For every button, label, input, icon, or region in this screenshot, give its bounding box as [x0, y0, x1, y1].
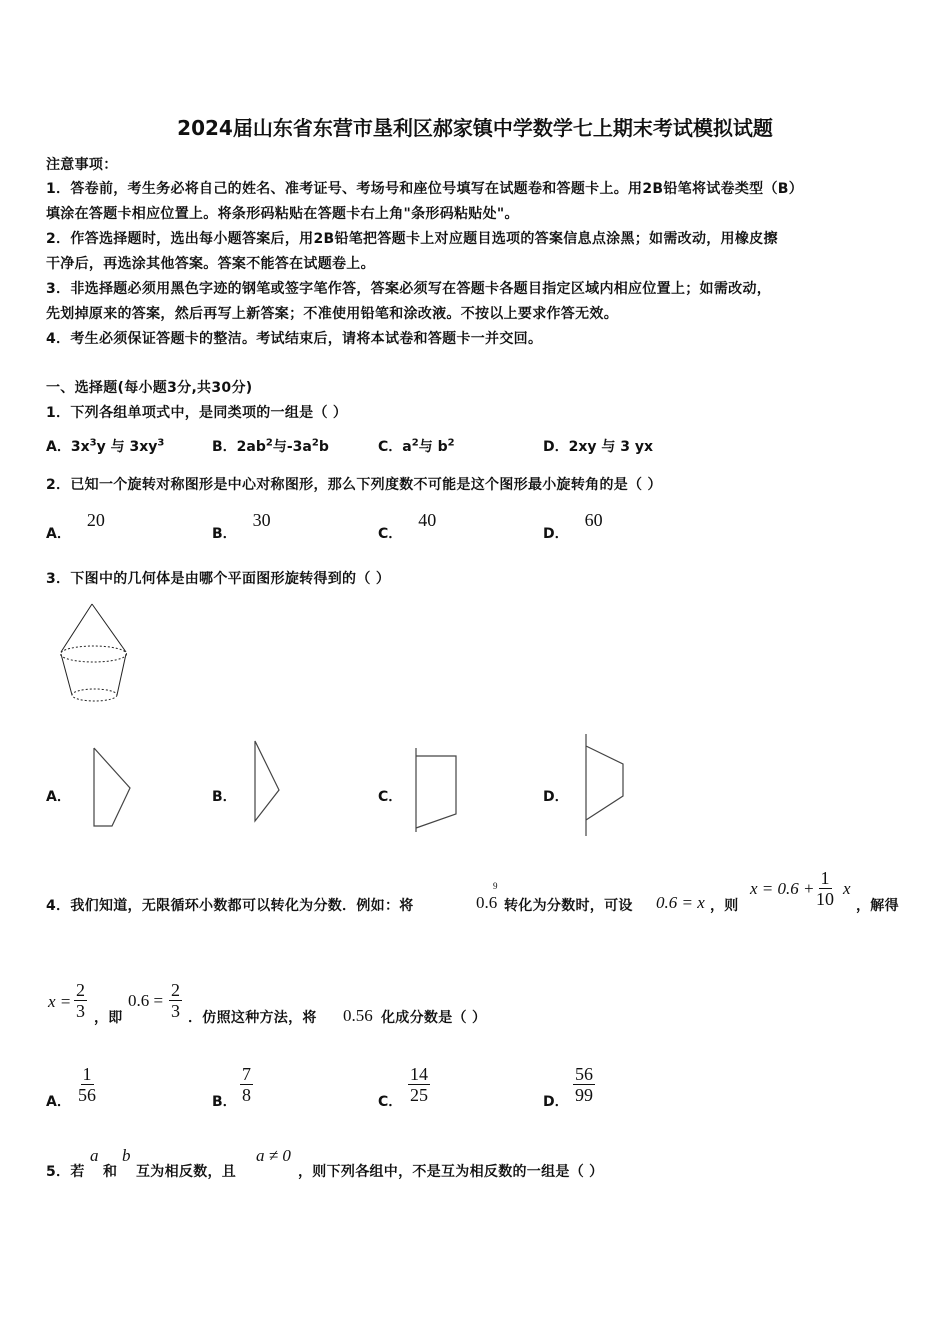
q3-option-c-label: C．: [378, 789, 403, 805]
q5-text: ，则下列各组中，不是互为相反数的一组是（ ）: [298, 1164, 604, 1180]
q1-option-d: D．2xy 与 3 yx: [543, 439, 654, 455]
notice-line: 2．作答选择题时，选出每小题答案后，用2B铅笔把答题卡上对应题目选项的答案信息点涂黑；如需改动，用橡皮擦: [46, 231, 778, 247]
question-3-stem: 3．下图中的几何体是由哪个平面图形旋转得到的（ ）: [46, 571, 391, 587]
q3-option-c-shape: [410, 744, 466, 836]
q4-text: ，则: [710, 898, 739, 914]
q4-fraction: $\frac{1}{10}$: [816, 868, 834, 909]
q5-text: 和: [103, 1164, 118, 1180]
notice-line: 干净后，再选涂其他答案。答案不能答在试题卷上。: [46, 256, 375, 272]
q4-text: 转化为分数时，可设: [504, 898, 633, 914]
q3-option-d-label: D．: [543, 789, 569, 805]
solid-figure: [52, 600, 138, 708]
q2-option-d: D．60: [543, 510, 603, 542]
notice-line: 4．考生必须保证答题卡的整洁。考试结束后，请将本试卷和答题卡一并交回。: [46, 331, 543, 347]
q4-equation: x = 0.6 +: [750, 879, 815, 898]
q4-text: ，解得: [856, 898, 899, 914]
q4-text: ．仿照这种方法，将: [188, 1010, 317, 1026]
q4-equation: 0.6 =: [128, 991, 164, 1010]
notice-line: 3．非选择题必须用黑色字迹的钢笔或签字笔作答，答案必须写在答题卡各题目指定区域内相应位置上；如需改动，: [46, 281, 772, 297]
q4-text: ，即: [94, 1010, 123, 1026]
q5-condition: a ≠ 0: [256, 1146, 291, 1165]
q1-option-b: B．$2ab^2$与$-3a^2b$: [212, 437, 329, 455]
q4-option-b-label: B．: [212, 1094, 237, 1110]
notice-line: 先划掉原来的答案，然后再写上新答案；不准使用铅笔和涂改液。不按以上要求作答无效。: [46, 306, 618, 322]
q4-option-a-label: A．: [46, 1094, 71, 1110]
notice-line: 填涂在答题卡相应位置上。将条形码粘贴在答题卡右上角"条形码粘贴处"。: [46, 206, 519, 222]
q4-option-a-fraction: $\frac{1}{56}$: [78, 1064, 96, 1105]
q4-decimal: 0.6: [476, 893, 498, 912]
q4-fraction: $\frac{2}{3}$: [171, 980, 180, 1021]
q4-decimal: 0.56: [343, 1006, 373, 1025]
q4-text: 化成分数是（ ）: [381, 1010, 487, 1026]
q3-option-a-shape: [86, 742, 138, 832]
q4-fraction: $\frac{2}{3}$: [76, 980, 85, 1021]
q5-text: 互为相反数，且: [136, 1164, 237, 1180]
q1-option-c: C．$a^2$与 $b^2$: [378, 437, 455, 455]
q3-option-a-label: A．: [46, 789, 71, 805]
q4-option-b-fraction: $\frac{7}{8}$: [242, 1064, 251, 1105]
q1-option-a: A．$3x^3y$ 与 $3xy^3$: [46, 437, 165, 455]
page-title: 2024届山东省东营市垦利区郝家镇中学数学七上期末考试模拟试题: [177, 116, 773, 140]
q4-equation: x: [843, 879, 851, 898]
q3-option-d-shape: [580, 732, 634, 838]
q3-option-b-label: B．: [212, 789, 237, 805]
q2-option-a: A．20: [46, 510, 105, 542]
question-2-stem: 2．已知一个旋转对称图形是中心对称图形，那么下列度数不可能是这个图形最小旋转角的是（ ）: [46, 477, 662, 493]
question-1-stem: 1．下列各组单项式中，是同类项的一组是（ ）: [46, 405, 348, 421]
q3-option-b-shape: [248, 736, 288, 826]
q2-option-c: C．40: [378, 510, 437, 542]
section-heading: 一、选择题(每小题3分,共30分): [46, 380, 253, 396]
q4-equation: x =: [48, 992, 72, 1011]
notice-heading: 注意事项：: [46, 157, 118, 173]
q5-text: 5．若: [46, 1164, 85, 1180]
q4-option-c-fraction: $\frac{14}{25}$: [410, 1064, 428, 1105]
q4-option-d-label: D．: [543, 1094, 569, 1110]
q5-var-a: a: [90, 1146, 99, 1165]
q4-option-c-label: C．: [378, 1094, 403, 1110]
q4-equation: 0.6 = x: [656, 893, 705, 912]
q2-option-b: B．30: [212, 510, 271, 542]
q4-text: 4．我们知道，无限循环小数都可以转化为分数．例如：将: [46, 898, 414, 914]
repeat-dot-icon: 9: [493, 881, 498, 891]
q4-option-d-fraction: $\frac{56}{99}$: [575, 1064, 593, 1105]
notice-line: 1．答卷前，考生务必将自己的姓名、准考证号、考场号和座位号填写在试题卷和答题卡上。用2B铅笔将试卷类型（B）: [46, 181, 804, 197]
q5-var-b: b: [122, 1146, 131, 1165]
